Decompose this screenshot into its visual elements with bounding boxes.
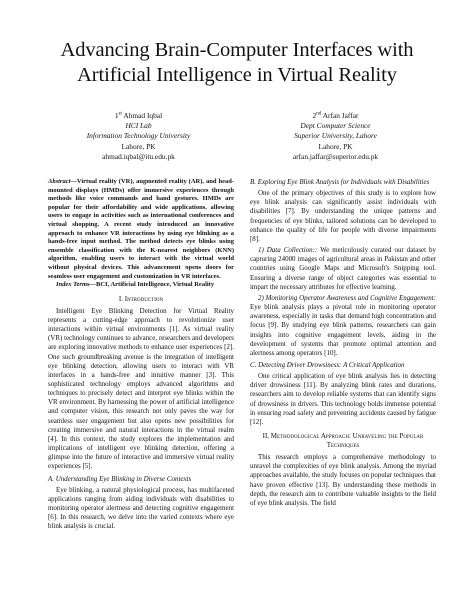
author-2-name: Arfan Jaffar xyxy=(322,111,359,120)
author-2 xyxy=(237,111,434,162)
section-2-heading: II. Methodological Approach: Unraveling the Popular Techniques xyxy=(262,432,424,450)
left-column xyxy=(48,178,234,533)
author-1-name-line xyxy=(40,111,237,121)
section-2-paragraph: This research employs a comprehensive methodology to unravel the complexities of eye blink analysis. Among the myriad approaches available, the study focuses on popular techniques that have proven effective [13]. By understanding these methods in depth, the research aim to contribute valuable insights to the field of eye blink analysis. The field xyxy=(250,453,436,507)
author-1-ordinal-suffix: st xyxy=(118,111,122,117)
author-1-dept: HCI Lab xyxy=(125,121,152,131)
section-1-paragraph: Intelligent Eye Blinking Detection for Virtual Reality represents a cutting-edge approach to revolutionize user interactions within virtual environments [1]. As virtual reality (VR) technology continues to advance, researchers and developers are exploring innovative methods to enhance user experiences [2]. One such groundbreaking avenue is the integration of intelligent eye blinking detection, allowing users to interact with VR interfaces in a hands-free and intuitive manner [3]. This sophisticated technology employs advanced algorithms and techniques to precisely detect and interpret eye blinks within the VR environment. By harnessing the power of artificial intelligence and computer vision, this research not only paves the way for seamless user engagement but also opens new possibilities for creating immersive and natural interactions in the virtual realm [4]. In this context, the study explores the implementation and implications of intelligent eye blinking detection, offering a glimpse into the future of interactive and immersive virtual reality experiences [5]. xyxy=(48,306,234,471)
subsection-b-paragraph-3 xyxy=(250,294,436,358)
author-2-ordinal: 2 xyxy=(312,111,317,120)
author-2-ordinal-suffix: nd xyxy=(316,111,322,117)
author-block xyxy=(40,111,434,162)
monitoring-lead: 2) Monitoring Operator Awareness and Cognitive Engagement: xyxy=(258,293,436,302)
subsection-b-paragraph-1: One of the primary objectives of this study is to explore how eye blink analysis can significantly assist individuals with disabilities [7]. By understanding the unique patterns and frequencies of eye blinks, tailored solutions can be developed to enhance the quality of life for people with diverse impairments [8]. xyxy=(250,189,436,243)
index-terms xyxy=(48,281,234,290)
author-1-ordinal: 1 xyxy=(114,111,119,120)
subsection-b-paragraph-2 xyxy=(250,246,436,292)
author-1 xyxy=(40,111,237,162)
author-1-org: Information Technology University xyxy=(86,131,191,141)
data-collection-text: We meticulously curated our dataset by capturing 24000 images of agricultural areas in Pakistan and other countries using Google Maps and Microsoft's Snipping tool. Ensuring a diverse range of object categories was essential to impart the necessary attributes for effective learning. xyxy=(250,246,436,291)
paper-title xyxy=(20,38,454,88)
subsection-a-paragraph: Eye blinking, a natural physiological process, has multifaceted applications ranging from aiding individuals with disabilities to monitoring operator alertness and detecting cognitive engagement [6]. In this research, we delve into the varied contexts where eye blink analysis is crucial. xyxy=(48,485,234,531)
data-collection-lead: 1) Data Collection:: xyxy=(258,246,318,255)
title-line-1: Advancing Brain-Computer Interfaces with xyxy=(60,39,414,61)
subsection-c-heading: C. Detecting Driver Drowsiness: A Critical Application xyxy=(250,360,405,369)
title-line-2: Artificial Intelligence in Virtual Reality xyxy=(77,64,397,86)
author-1-email: ahmad.iqbal@itu.edu.pk xyxy=(102,151,175,161)
abstract xyxy=(48,178,234,281)
author-2-email: arfan.jaffar@superior.edu.pk xyxy=(292,151,379,161)
subsection-c-paragraph: One critical application of eye blink analysis lies in detecting driver drowsiness [11]. By analyzing blink rates and durations, researchers aim to develop reliable systems that can identify signs of drowsiness in drivers. This technology holds immense potential in ensuring road safety and preventing accidents caused by fatigue [12]. xyxy=(250,372,436,426)
abstract-lead: Abstract xyxy=(48,178,71,185)
index-terms-lead: Index Terms xyxy=(56,281,90,289)
author-2-org: Superior University, Lahore xyxy=(294,131,377,141)
right-column xyxy=(250,178,436,510)
author-1-city: Lahore, PK xyxy=(121,141,156,151)
author-2-city: Lahore, PK xyxy=(318,141,353,151)
abstract-text: —Virtual reality (VR), augmented reality (AR), and head-mounted displays (HMDs) offer immersive experiences through methods like voice commands and hand gestures. HMDs are popular for their affordability and wide applications, allowing users to engage in activities such as international conferences and virtual shopping. A recent study introduced an innovative approach to enhance VR interactions by using eye blinking as a hands-free input method. The method detects eye blinks using ensemble classification with the K-nearest neighbors (KNN) algorithm, enabling users to interact with the virtual world without physical devices. This advancement opens doors for seamless user engagement and customization in VR interfaces. xyxy=(48,178,234,280)
section-1-heading: I. Introduction xyxy=(118,294,164,303)
monitoring-text: Eye blink analysis plays a pivotal role in monitoring operator awareness, especially in tasks that demand high concentration and focus [9]. By studying eye blink patterns, researchers can gain insights into cognitive engagement levels, aiding in the development of systems that promote optimal attention and alertness among operators [10]. xyxy=(250,303,436,357)
author-1-name: Ahmad Iqbal xyxy=(123,111,163,120)
subsection-a-heading: A. Understanding Eye Blinking in Diverse Contexts xyxy=(48,474,192,483)
subsection-b-heading: B. Exploring Eye Blink Analysis for Individuals with Disabilities xyxy=(250,178,430,186)
index-terms-text: —BCI, Artificial Intelligence, Virtual Reality xyxy=(89,281,215,289)
author-2-name-line xyxy=(237,111,434,121)
author-2-dept: Dept Computer Science xyxy=(300,121,371,131)
